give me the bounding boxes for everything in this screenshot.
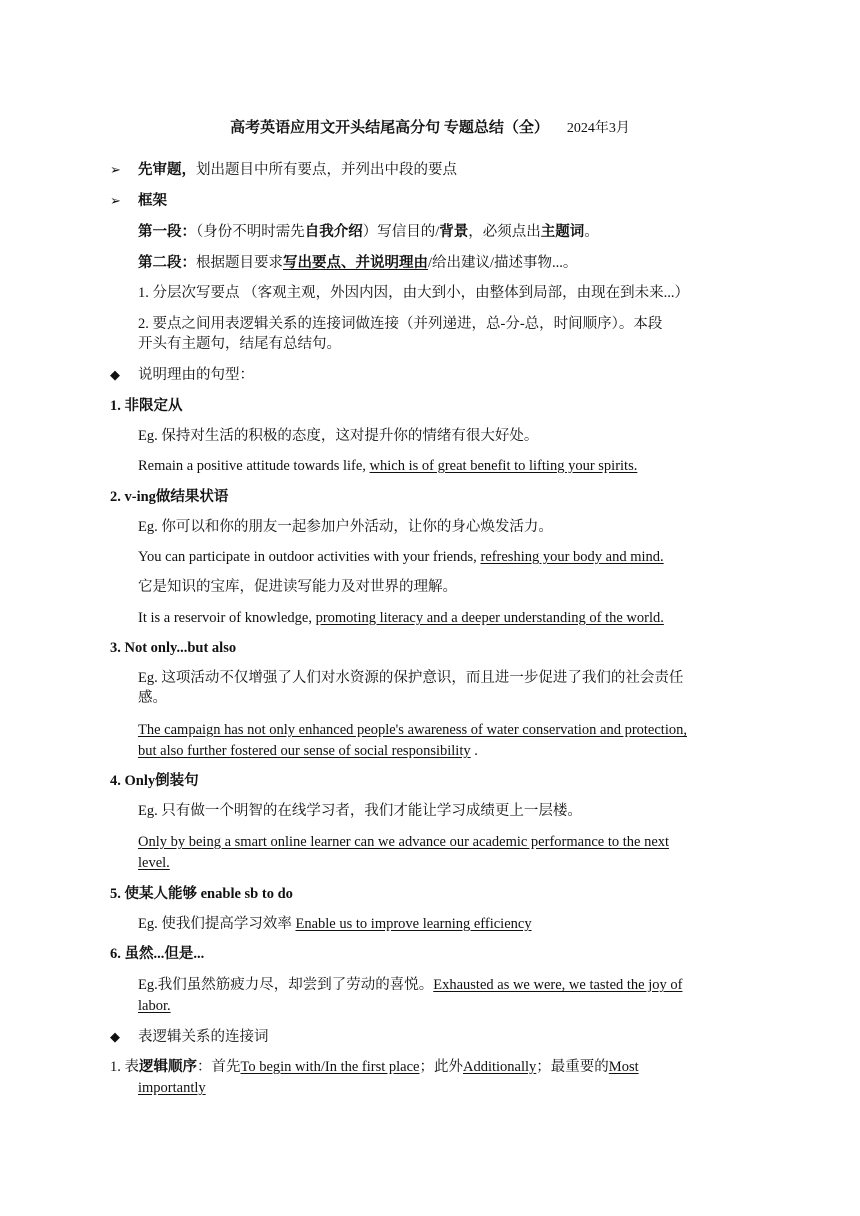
diamond-bullet-icon: ◆ xyxy=(110,367,120,382)
review-line xyxy=(138,160,457,180)
c1-h: Most xyxy=(608,1059,639,1075)
r2-en1-a: You can participate in outdoor activities with your friends, xyxy=(138,549,481,565)
r2-cn2: 它是知识的宝库，促进读写能力及对世界的理解。 xyxy=(138,579,457,595)
r2-en1-u: refreshing your body and mind. xyxy=(480,549,664,565)
r4-heading xyxy=(110,771,199,791)
framework-heading xyxy=(138,191,167,211)
r5-cn: Eg. 使我们提高学习效率 xyxy=(138,916,296,932)
r3-cn-a: Eg. 这项活动不仅增强了人们对水资源的保护意识，而且进一步促进了我们的社会责任 xyxy=(138,670,684,686)
p2-point-2a: 2. 要点之间用表逻辑关系的连接词做连接（并列递进，总-分-总，时间顺序）。本段 xyxy=(138,316,663,332)
r5-heading xyxy=(110,884,293,904)
r2-en1 xyxy=(138,547,664,567)
r6-en-b-u: labor. xyxy=(138,998,171,1014)
r4-heading-text: 4. Only倒装句 xyxy=(110,773,199,789)
r6-heading-text: 6. 虽然...但是... xyxy=(110,946,205,962)
r5-en-u: Enable us to improve learning efficiency xyxy=(295,916,532,932)
r1-cn: Eg. 保持对生活的积极的态度，这对提升你的情绪有很大好处。 xyxy=(138,428,539,444)
diamond-bullet-icon: ◆ xyxy=(110,1029,120,1044)
p1-a: 第一段： xyxy=(138,224,196,240)
r5-line xyxy=(138,914,532,934)
connectors-heading: 表逻辑关系的连接词 xyxy=(138,1029,269,1045)
framework-bold: 框架 xyxy=(138,193,167,209)
c1-b: 逻辑顺序 xyxy=(139,1059,197,1075)
paragraph-one-line xyxy=(138,222,599,242)
r3-heading-text: 3. Not only...but also xyxy=(110,640,237,656)
r1-heading xyxy=(110,396,183,416)
r3-en-a xyxy=(138,720,687,740)
r3-en-a-u: The campaign has not only enhanced people's awareness of water conservation and protection, xyxy=(138,722,687,738)
c1-line-b xyxy=(138,1078,206,1098)
r6-cn: Eg.我们虽然筋疲力尽，却尝到了劳动的喜悦。 xyxy=(138,977,434,993)
r2-heading-text: 2. v-ing做结果状语 xyxy=(110,489,229,505)
p1-f: ，必须点出 xyxy=(468,224,541,240)
r2-en2-u: promoting literacy and a deeper understanding of the world. xyxy=(315,610,664,626)
r6-line-b xyxy=(138,996,171,1016)
r4-en-a xyxy=(138,832,669,852)
r2-en2 xyxy=(138,608,664,628)
p1-e: 背景 xyxy=(439,224,469,240)
page-title xyxy=(0,118,860,139)
r4-en-a-u: Only by being a smart online learner can we advance our academic performance to the next xyxy=(138,834,670,850)
r3-en-b xyxy=(138,741,478,761)
c1-d: To begin with/In the first place xyxy=(240,1059,420,1075)
p2-a: 第二段： xyxy=(138,255,196,271)
r2-cn1: Eg. 你可以和你的朋友一起参加户外活动，让你的身心焕发活力。 xyxy=(138,519,553,535)
r1-en xyxy=(138,456,637,476)
review-bold: 先审题， xyxy=(138,162,196,178)
p1-b: （身份不明时需先 xyxy=(196,224,305,240)
p1-h: 。 xyxy=(584,224,599,240)
c1-i: importantly xyxy=(138,1080,206,1096)
p2-d: /给出建议/描述事物...。 xyxy=(428,255,578,271)
p1-c: 自我介绍 xyxy=(304,224,363,240)
r6-line-a xyxy=(138,975,682,995)
c1-f: Additionally xyxy=(462,1059,537,1075)
paragraph-two-line xyxy=(138,253,577,273)
r2-heading xyxy=(110,487,228,507)
r6-heading xyxy=(110,944,204,964)
reasons-heading: 说明理由的句型： xyxy=(138,367,254,383)
r4-en-b xyxy=(138,853,170,873)
p1-d: ）写信目的/ xyxy=(362,224,440,240)
review-rest: 划出题目中所有要点，并列出中段的要点 xyxy=(196,162,457,178)
r4-en-b-u: level. xyxy=(138,855,170,871)
p2-c: 写出要点、并说明理由 xyxy=(283,255,428,271)
r5-heading-text: 5. 使某人能够 enable sb to do xyxy=(110,886,293,902)
r3-heading xyxy=(110,638,236,658)
title-text: 高考英语应用文开头结尾高分句 专题总结（全） xyxy=(230,120,549,136)
c1-c: ：首先 xyxy=(197,1059,241,1075)
p2-point-1: 1. 分层次写要点 （客观主观，外因内因，由大到小，由整体到局部，由现在到未来...） xyxy=(138,285,689,301)
r3-en-b-end: . xyxy=(470,743,478,759)
r4-cn: Eg. 只有做一个明智的在线学习者，我们才能让学习成绩更上一层楼。 xyxy=(138,803,582,819)
arrow-bullet-icon: ➢ xyxy=(110,193,121,208)
p2-b: 根据题目要求 xyxy=(196,255,283,271)
r1-en-a: Remain a positive attitude towards life, xyxy=(138,458,370,474)
r3-en-b-u: but also further fostered our sense of social responsibility xyxy=(138,743,471,759)
r1-en-u: which is of great benefit to lifting your spirits. xyxy=(369,458,638,474)
r6-en-a-u: Exhausted as we were, we tasted the joy of xyxy=(433,977,683,993)
p1-g: 主题词 xyxy=(540,224,585,240)
r1-heading-text: 1. 非限定从 xyxy=(110,398,183,414)
c1-e: ；此外 xyxy=(419,1059,463,1075)
arrow-bullet-icon: ➢ xyxy=(110,162,121,177)
c1-a: 1. 表 xyxy=(110,1059,139,1075)
r2-en2-a: It is a reservoir of knowledge, xyxy=(138,610,316,626)
c1-g: ；最重要的 xyxy=(536,1059,609,1075)
date-text: 2024年3月 xyxy=(566,121,630,136)
p2-point-2b: 开头有主题句，结尾有总结句。 xyxy=(138,336,341,352)
r3-cn-b: 感。 xyxy=(138,690,167,706)
c1-line-a xyxy=(110,1057,639,1077)
